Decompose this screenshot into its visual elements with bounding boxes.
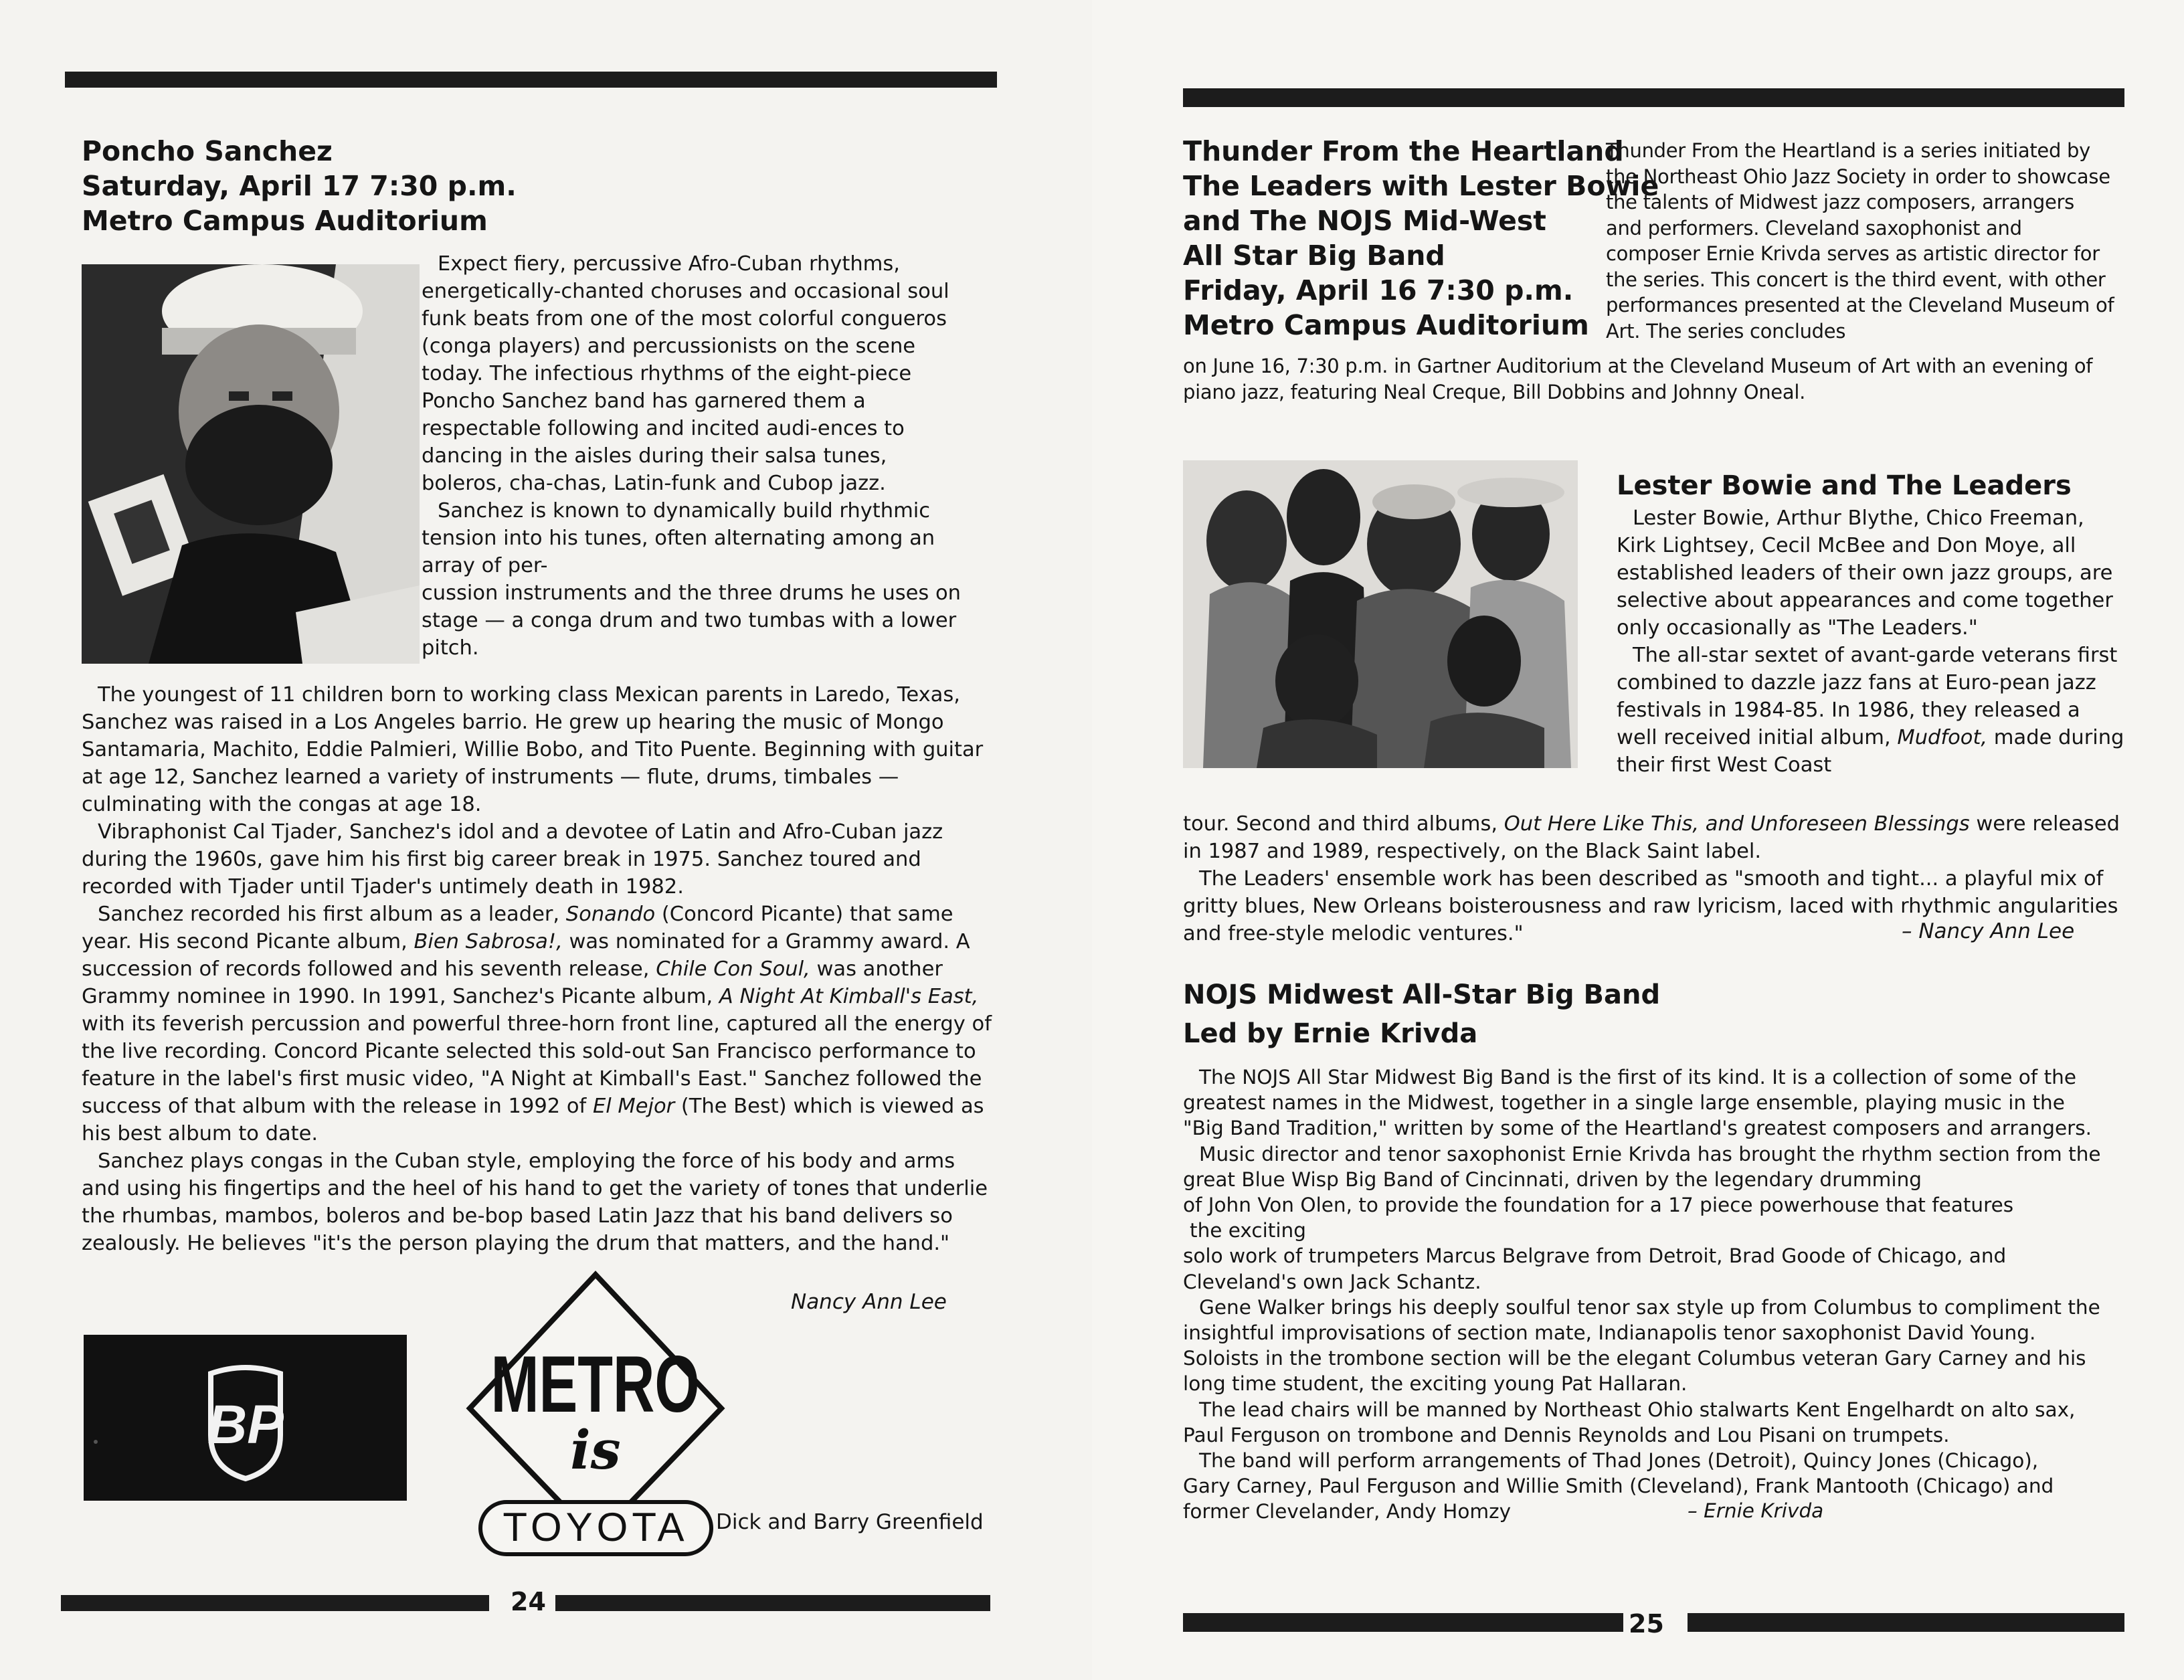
sanchez-heading [82, 134, 517, 238]
bigband-line: "Big Band Tradition," written by some of the Heartland's greatest composers and arrangers. [1183, 1117, 2092, 1140]
heartland-full-text: on June 16, 7:30 p.m. in Gartner Auditorium at the Cleveland Museum of Art with an evening of piano jazz, featuring Neal Creque, Bill Dobbins and Johnny Oneal. [1183, 355, 2093, 403]
leaders-intro [1617, 504, 2125, 779]
leaders-para-2 [1617, 642, 2125, 779]
bigband-line: long time student, the exciting young Pat Hallaran. [1183, 1372, 1688, 1396]
metro-toyota-logo [460, 1268, 731, 1562]
sanchez-body [82, 681, 998, 1257]
heartland-heading [1183, 134, 1659, 343]
bigband-attribution: – Ernie Krivda [1688, 1499, 1824, 1522]
bigband-line: insightful improvisations of section mate, Indianapolis tenor saxophonist David Young. [1183, 1321, 2036, 1345]
sanchez-para-5 [82, 901, 998, 1147]
sanchez-para-2: Sanchez is known to dynamically build rhythmic tension into his tunes, often alternating among an array of per- [422, 499, 935, 577]
leaders-para-1: Lester Bowie, Arthur Blythe, Chico Freeman, Kirk Lightsey, Cecil McBee and Don Moye, all established leaders of their own jazz groups, are selective about appearances and come together only occasionally as "The Leaders." [1617, 506, 2113, 640]
album-title: A Night At Kimball's East, [719, 985, 979, 1008]
text-run: was another Grammy nominee in 1990. In 1991, Sanchez's Picante album, [82, 957, 943, 1008]
album-title: Out Here Like This, and Unforeseen Blessings [1504, 812, 1970, 836]
sanchez-para-6: Sanchez plays congas in the Cuban style, employing the force of his body and arms and using his fingertips and the heel of his hand to get the variety of tones that underlie the rhumbas, mambos, boleros and be-bop based Latin Jazz that his band delivers so zealously. He believes "it's the person playing the drum that matters, and the hand." [82, 1149, 988, 1255]
bigband-line: The lead chairs will be manned by Northeast Ohio stalwarts Kent Engelhardt on alto sax, [1199, 1398, 2076, 1421]
leaders-para-3: The Leaders' ensemble work has been described as "smooth and tight... a playful mix of gritty blues, New Orleans boisterousness and raw lyricism, laced with rhythmic angularities and free-style melodic ventures." [1183, 867, 2118, 945]
heartland-side-text: Thunder From the Heartland is a series initiated by the Northeast Ohio Jazz Society in order to showcase the talents of Midwest jazz composers, arrangers and performers. Cleveland saxophonist and composer Ernie Krivda serves as artistic director for the series. This concert is the third event, with other performances presented at the Cleveland Museum of Art. The series concludes [1606, 139, 2114, 343]
album-title: Sonando [565, 903, 656, 926]
text-run: with its feverish percussion and powerful three-horn front line, captured all the energy of the live recording. Concord Picante selected this sold-out San Francisco performance to feature in the label's first music video, "A Night at Kimball's East." Sanchez followed the success of that album with the release in 1992 of [82, 1012, 992, 1118]
bigband-line: The NOJS All Star Midwest Big Band is the first of its kind. It is a collection of some of the [1199, 1066, 2076, 1089]
bottom-rule-right [1688, 1613, 2124, 1632]
text-run: was nominated for a Grammy award. A succession of records followed and his seventh release, [82, 930, 970, 981]
heading-line: NOJS Midwest All-Star Big Band [1183, 979, 1661, 1010]
bigband-line: great Blue Wisp Big Band of Cincinnati, driven by the legendary drumming [1183, 1168, 1922, 1191]
heading-line: All Star Big Band [1183, 240, 1445, 272]
sanchez-attribution: Nancy Ann Lee [791, 1290, 947, 1314]
album-title: Chile Con Soul, [656, 957, 810, 981]
leaders-heading: Lester Bowie and The Leaders [1617, 470, 2072, 501]
bottom-rule-right [555, 1595, 990, 1611]
text-run: tour. Second and third albums, [1183, 812, 1504, 836]
heading-line: The Leaders with Lester Bowie [1183, 170, 1659, 202]
top-rule [1183, 88, 2124, 107]
album-title: Bien Sabrosa!, [414, 930, 563, 953]
text-run: Sanchez recorded his first album as a leader, [98, 903, 566, 926]
bigband-line: Cleveland's own Jack Schantz. [1183, 1270, 1481, 1293]
top-rule [65, 72, 997, 88]
text-run: The all-star sextet of avant-garde veterans first combined to dazzle jazz fans at Euro-pean jazz festivals in 1984-85. In 1986, they released a well received initial album, [1617, 644, 2118, 749]
bottom-rule-left [1183, 1613, 1623, 1632]
leaders-para-2-cont [1183, 810, 2120, 865]
bottom-rule-left [61, 1595, 489, 1611]
bigband-line: the exciting [1190, 1219, 1306, 1242]
sanchez-para-4: Vibraphonist Cal Tjader, Sanchez's idol and a devotee of Latin and Afro-Cuban jazz during the 1960s, gave him his first big career break in 1975. Sanchez toured and recorded with Tjader until Tjader's untimely death in 1982. [82, 820, 943, 899]
bigband-line: Gary Carney, Paul Ferguson and Willie Smith (Cleveland), Frank Mantooth (Chicago) and [1183, 1475, 2054, 1498]
heading-line: Metro Campus Auditorium [82, 205, 488, 237]
bigband-line: greatest names in the Midwest, together in a single large ensemble, playing music in the [1183, 1091, 2065, 1115]
bigband-heading [1183, 975, 1660, 1053]
bp-logo [84, 1335, 407, 1501]
text-run: were released in 1987 and 1989, respectively, on the Black Saint label. [1183, 812, 2120, 863]
is-text: is [570, 1418, 621, 1481]
bigband-line: The band will perform arrangements of Thad Jones (Detroit), Quincy Jones (Chicago), [1199, 1449, 2039, 1473]
heading-line: and The NOJS Mid-West [1183, 205, 1546, 237]
sanchez-para-2b: cussion instruments and the three drums he uses on stage — a conga drum and two tumbas with a lower pitch. [422, 581, 962, 660]
album-title: El Mejor [592, 1095, 675, 1118]
page-number: 24 [511, 1587, 546, 1616]
bigband-line: of John Von Olen, to provide the foundation for a 17 piece powerhouse that features [1183, 1194, 2014, 1217]
sanchez-para-1: Expect fiery, percussive Afro-Cuban rhythms, energetically-chanted choruses and occasional soul funk beats from one of the most colorful congueros (conga players) and percussionists on the scene today. The infectious rhythms of the eight-piece Poncho Sanchez band has garnered them a respectable following and incited audi-ences to dancing in the aisles during their salsa tunes, boleros, cha-chas, Latin-funk and Cubop jazz. [422, 252, 949, 495]
heading-line: Poncho Sanchez [82, 135, 333, 167]
text-run: (Concord Picante) that same year. His second Picante album, [82, 903, 953, 953]
bp-logo-text: BP [207, 1394, 284, 1455]
bigband-line: Gene Walker brings his deeply soulful tenor sax style up from Columbus to compliment the [1199, 1295, 2100, 1319]
bigband-body [1183, 1064, 2133, 1525]
bigband-line: solo work of trumpeters Marcus Belgrave from Detroit, Brad Goode of Chicago, and [1183, 1244, 2007, 1268]
sanchez-intro [422, 250, 970, 662]
heading-line: Led by Ernie Krivda [1183, 1018, 1478, 1049]
sanchez-para-3: The youngest of 11 children born to working class Mexican parents in Laredo, Texas, Sanchez was raised in a Los Angeles barrio. He grew up hearing the music of Mongo Santamaria, Machito, Eddie Palmieri, Willie Bobo, and Tito Puente. Beginning with guitar at age 12, Sanchez learned a variety of instruments — flute, drums, timbales — culminating with the congas at age 18. [82, 683, 984, 816]
bigband-line: Paul Ferguson on trombone and Dennis Reynolds and Lou Pisani on trumpets. [1183, 1423, 1950, 1446]
album-title: Mudfoot, [1897, 726, 1988, 749]
heading-line: Friday, April 16 7:30 p.m. [1183, 274, 1574, 306]
text-run: (The Best) which is viewed as his best album to date. [82, 1095, 984, 1145]
leaders-photo [1183, 460, 1578, 768]
heading-line: Saturday, April 17 7:30 p.m. [82, 170, 517, 202]
sanchez-photo [82, 264, 420, 664]
right-page [1092, 0, 2184, 1680]
bigband-line: former Clevelander, Andy Homzy [1183, 1500, 1512, 1523]
toyota-text: TOYOTA [503, 1505, 689, 1550]
sponsor-credit: Dick and Barry Greenfield [716, 1510, 984, 1534]
bigband-line: Music director and tenor saxophonist Ernie Krivda has brought the rhythm section from the [1199, 1142, 2101, 1165]
leaders-attribution: – Nancy Ann Lee [1902, 919, 2075, 943]
heading-line: Thunder From the Heartland [1183, 135, 1624, 167]
page-number: 25 [1629, 1609, 1664, 1639]
metro-text: METRO [490, 1339, 700, 1430]
heading-line: Metro Campus Auditorium [1183, 309, 1589, 341]
bigband-line: Soloists in the trombone section will be the elegant Columbus veteran Gary Carney and his [1183, 1347, 2086, 1370]
text-run: made during their first West Coast [1617, 726, 2124, 777]
